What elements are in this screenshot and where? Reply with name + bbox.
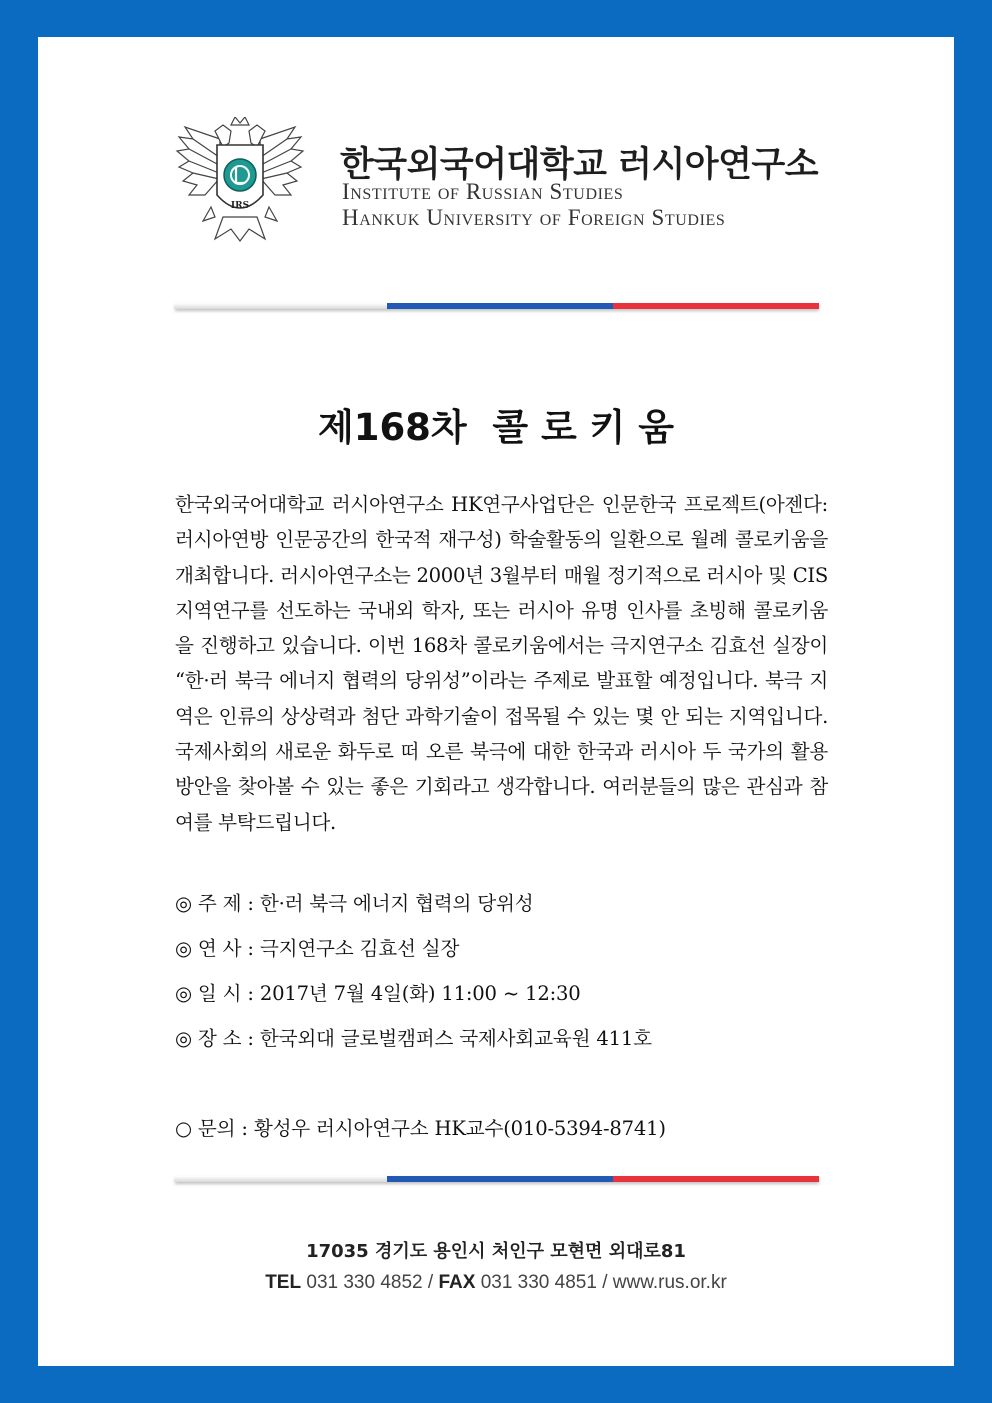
letterhead: [175, 117, 819, 247]
university-name-english: Hankuk University of Foreign Studies: [342, 205, 726, 230]
info-speaker: ◎ 연 사 : 극지연구소 김효선 실장: [175, 937, 460, 960]
emblem-label: IRS: [230, 201, 250, 211]
double-headed-eagle-emblem: [175, 117, 305, 242]
tel-label: TEL: [265, 1272, 302, 1293]
fax-number-and-website: 031 330 4851 / www.rus.or.kr: [480, 1272, 727, 1293]
institute-name-korean: 한국외국어대학교 러시아연구소: [340, 145, 819, 185]
tricolor-divider-bottom: [175, 1176, 819, 1182]
fax-label: FAX: [438, 1272, 476, 1293]
info-datetime: ◎ 일 시 : 2017년 7월 4일(화) 11:00 ~ 12:30: [175, 982, 581, 1005]
tricolor-divider-top: [175, 303, 819, 309]
footer-address: 17035 경기도 용인시 처인구 모현면 외대로81: [306, 1241, 686, 1262]
contact-info: ○ 문의 : 황성우 러시아연구소 HK교수(010-5394-8741): [175, 1117, 666, 1140]
tel-number: 031 330 4852 /: [306, 1272, 434, 1293]
announcement-paragraph: 한국외국어대학교 러시아연구소 HK연구사업단은 인문한국 프로젝트(아젠다: 러시아연방 인문공간의 한국적 재구성) 학술활동의 일환으로 월례 콜로키움을 개최합니다. 러시아연구소는 2000년 3월부터 매월 정기적으로 러시아 및 CIS 지역연구를 선도하는 국내외 학자, 또는 러시아 유명 인사를 초빙해 콜로키움을 진행하고 있습니다. 이번 168차 콜로키움에서는 극지연구소 김효선 실장이 “한·러 북극 에너지 협력의 당위성”이라는 주제로 발표할 예정입니다. 북극 지역은 인류의 상상력과 첨단 과학기술이 접목될 수 있는 몇 안 되는 지역입니다. 국제사회의 새로운 화두로 떠 오른 북극에 대한 한국과 러시아 두 국가의 활용방안을 찾아볼 수 있는 좋은 기회라고 생각합니다. 여러분들의 많은 관심과 참여를 부탁드립니다.: [175, 493, 828, 834]
info-topic: ◎ 주 제 : 한·러 북극 에너지 협력의 당위성: [175, 892, 534, 915]
footer-contact-line: [38, 1272, 954, 1294]
colloquium-title: 제168차 콜 로 키 움: [317, 406, 675, 449]
institute-name-english: Institute of Russian Studies: [342, 179, 624, 204]
info-place: ◎ 장 소 : 한국외대 글로벌캠퍼스 국제사회교육원 411호: [175, 1027, 652, 1050]
document-page: [38, 37, 954, 1366]
